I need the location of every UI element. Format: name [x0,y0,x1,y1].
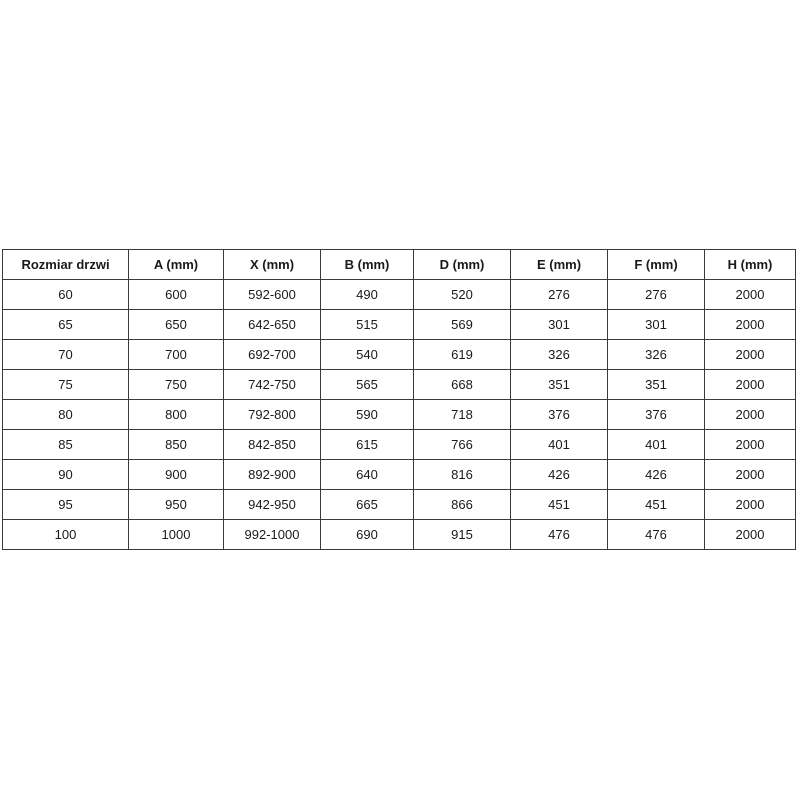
table-cell: 892-900 [224,460,321,490]
table-cell: 565 [321,370,414,400]
table-cell: 515 [321,310,414,340]
table-cell: 665 [321,490,414,520]
table-row [3,310,796,340]
column-header: B (mm) [321,250,414,280]
table-cell: 2000 [705,430,796,460]
table-row [3,400,796,430]
column-header: D (mm) [414,250,511,280]
table-cell: 600 [129,280,224,310]
table-cell: 351 [608,370,705,400]
table-cell: 992-1000 [224,520,321,550]
table-row [3,460,796,490]
table-cell: 942-950 [224,490,321,520]
table-cell: 950 [129,490,224,520]
table-cell: 80 [3,400,129,430]
table-cell: 642-650 [224,310,321,340]
table-cell: 100 [3,520,129,550]
table-cell: 476 [511,520,608,550]
table-cell: 692-700 [224,340,321,370]
table-cell: 850 [129,430,224,460]
header-row [3,250,796,280]
table-cell: 866 [414,490,511,520]
table-cell: 276 [511,280,608,310]
table-cell: 520 [414,280,511,310]
table-cell: 690 [321,520,414,550]
table-cell: 2000 [705,280,796,310]
door-dimensions-table [2,249,796,550]
column-header: Rozmiar drzwi [3,250,129,280]
table-cell: 2000 [705,370,796,400]
table-row [3,490,796,520]
table-cell: 2000 [705,490,796,520]
table-row [3,280,796,310]
table-cell: 718 [414,400,511,430]
table-cell: 326 [608,340,705,370]
table-cell: 540 [321,340,414,370]
table-cell: 301 [608,310,705,340]
table-cell: 401 [511,430,608,460]
table-cell: 2000 [705,400,796,430]
table-cell: 750 [129,370,224,400]
table-cell: 426 [511,460,608,490]
table-cell: 640 [321,460,414,490]
table-cell: 1000 [129,520,224,550]
column-header: A (mm) [129,250,224,280]
table-cell: 619 [414,340,511,370]
table-cell: 650 [129,310,224,340]
table-cell: 351 [511,370,608,400]
table-cell: 668 [414,370,511,400]
table-cell: 766 [414,430,511,460]
table-row [3,370,796,400]
table-cell: 75 [3,370,129,400]
table-cell: 615 [321,430,414,460]
table-cell: 569 [414,310,511,340]
table-cell: 592-600 [224,280,321,310]
table-cell: 2000 [705,460,796,490]
column-header: F (mm) [608,250,705,280]
table-cell: 590 [321,400,414,430]
table-cell: 451 [511,490,608,520]
table-cell: 60 [3,280,129,310]
column-header: X (mm) [224,250,321,280]
table-cell: 70 [3,340,129,370]
table-cell: 376 [608,400,705,430]
table-cell: 792-800 [224,400,321,430]
table-row [3,430,796,460]
table-cell: 742-750 [224,370,321,400]
table-cell: 816 [414,460,511,490]
table-cell: 800 [129,400,224,430]
table-cell: 490 [321,280,414,310]
table-cell: 301 [511,310,608,340]
table-cell: 700 [129,340,224,370]
table-cell: 65 [3,310,129,340]
table-cell: 426 [608,460,705,490]
table-cell: 2000 [705,310,796,340]
table-cell: 326 [511,340,608,370]
table-cell: 401 [608,430,705,460]
table-cell: 85 [3,430,129,460]
table-cell: 376 [511,400,608,430]
table-cell: 90 [3,460,129,490]
column-header: E (mm) [511,250,608,280]
table-cell: 276 [608,280,705,310]
table-cell: 95 [3,490,129,520]
table-row [3,520,796,550]
table-cell: 2000 [705,340,796,370]
table-cell: 900 [129,460,224,490]
table-body [3,280,796,550]
table-cell: 451 [608,490,705,520]
column-header: H (mm) [705,250,796,280]
table-row [3,340,796,370]
table-cell: 842-850 [224,430,321,460]
table-cell: 2000 [705,520,796,550]
table-cell: 915 [414,520,511,550]
table-cell: 476 [608,520,705,550]
